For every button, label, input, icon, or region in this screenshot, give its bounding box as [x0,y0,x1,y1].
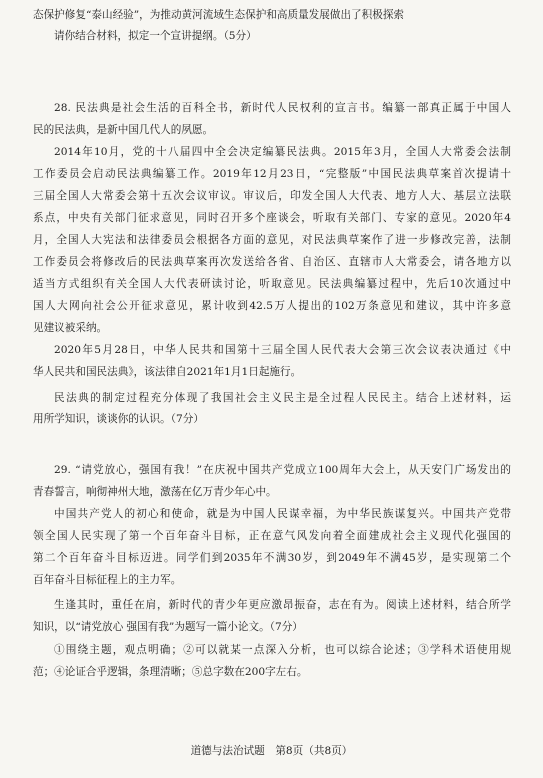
q28-material-line: 国人大网向社会公开征求意见，累计收到42.5万人提出的102万条意见和建议，其中许多意 [33,300,511,312]
q28-material-line: 系点，中央有关部门征求意见，同时召开多个座谈会，听取有关部门、专家的意见。2020年4 [33,212,511,224]
q28-intro-line: 民的民法典，是新中国几代人的夙愿。 [33,124,214,136]
q28-prompt-line: 民法典的制定过程充分体现了我国社会主义民主是全过程人民民主。结合上述材料，运 [54,392,511,404]
q29-intro-line: 29. “请党放心，强国有我！”在庆祝中国共产党成立100周年大会上，从天安门广场发出的 [54,464,511,476]
q29-prompt-line: 生逢其时，重任在肩，新时代的青少年更应激昂振奋，志在有为。阅读上述材料，结合所学 [54,599,511,611]
q28-material-line: 三届全国人大常委会第十五次会议审议。审议后，印发全国人大代表、地方人大、基层立法联 [33,190,511,202]
page-footer: 道德与法治试题 第8页（共8页） [190,745,353,757]
q29-requirement-line: ①围绕主题，观点明确；②可以就某一点深入分析，也可以综合论述；③学科术语使用规 [54,644,511,656]
q28-material-line: 月，全国人大宪法和法律委员会根据各方面的意见，对民法典草案作了进一步修改完善，法制 [33,234,511,246]
q28-material-line: 2020年5月28日，中华人民共和国第十三届全国人民代表大会第三次会议表决通过《中 [54,344,511,356]
q28-prompt-line: 用所学知识，谈谈你的认识。（7分） [33,413,204,425]
q28-material-line: 2014年10月，党的十八届四中全会决定编纂民法典。2015年3月，全国人大常委会法制 [54,146,511,158]
q29-prompt-line: 知识，以“请党放心 强国有我”为题写一篇小论文。（7分） [33,621,303,633]
q29-material-line: 百年奋斗目标征程上的主力军。 [33,574,182,586]
q28-material-line: 工作委员会将修改后的民法典草案再次发送给各省、自治区、直辖市人大常委会，请各地方以 [33,256,511,268]
q28-material-line: 华人民共和国民法典》，该法律自2021年1月1日起施行。 [33,366,302,378]
q27-prompt: 请你结合材料，拟定一个宣讲提纲。（5分） [54,30,257,42]
q28-material-line: 工作委员会启动民法典编纂工作。2019年12月23日，“完整版”中国民法典草案首次提请十 [33,168,511,180]
q29-material-line: 中国共产党人的初心和使命，就是为中国人民谋幸福，为中华民族谋复兴。中国共产党带 [54,508,511,520]
q29-material-line: 第二个百年奋斗目标迈进。同学们到2035年不满30岁，到2049年不满45岁，是实现第二个 [33,552,511,564]
q29-requirement-line: 范；④论证合乎逻辑，条理清晰；⑤总字数在200字左右。 [33,666,308,678]
q28-material-line: 适当方式组织有关全国人大代表研读讨论，听取意见。民法典编纂过程中，先后10次通过中 [33,278,511,290]
q27-material-tail: 态保护修复“泰山经验”，为推动黄河流域生态保护和高质量发展做出了积极探索 [33,9,405,21]
q29-intro-line: 青春誓言，响彻神州大地，激荡在亿万青少年心中。 [33,486,277,498]
q28-intro-line: 28. 民法典是社会生活的百科全书，新时代人民权利的宣言书。编纂一部真正属于中国人 [54,102,511,114]
q29-material-line: 领全国人民实现了第一个百年奋斗目标，正在意气风发向着全面建成社会主义现代化强国的 [33,530,511,542]
q28-material-line: 见建议被采纳。 [33,322,108,334]
